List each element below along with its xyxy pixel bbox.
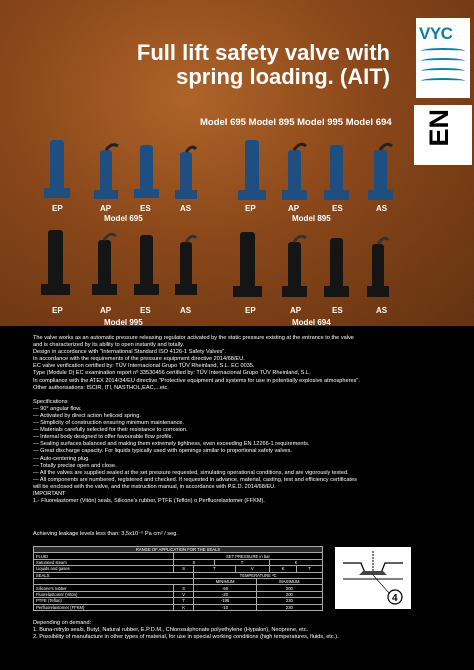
spec-item: — All the valves are supplied sealed at the set pressure requested, simulating operational conditions, and are vigorously tested.: [33, 469, 349, 476]
table-row: Perfluorelastomer (FFKM) K -10 230: [34, 604, 323, 610]
spec-item: — Activated by direct action helicoid spring.: [33, 412, 141, 419]
important-title: IMPORTANT: [33, 490, 66, 497]
valve-as-895: [368, 144, 393, 200]
valve-es-995: [134, 235, 159, 295]
description: [33, 335, 443, 505]
spec-item: — Materials carefully selected for their resistance to corrosion.: [33, 427, 188, 434]
language-code: EN: [424, 109, 454, 147]
code-cell: T: [296, 566, 322, 572]
min-label: MINIMUM: [194, 578, 256, 584]
important-text: 1.- Fluorelastomer (Vitón) seals, Silicone's rubber, PTFE (Teflón) o Perfluorelastomer (FFKM).: [33, 498, 265, 505]
label-es: ES: [140, 204, 151, 213]
intro-line: Type (Module D) EC examination report nº 33530456 certified by: TÜV Internacional Grupo TÜV Rheinland, S.L.: [33, 370, 311, 377]
spec-item: — Sealing surfaces balanced and making them extremely tightness, even exceeding EN 12266-1 requirements.: [33, 441, 310, 448]
table-title: RANGE OF APPLICATION FOR THE SEALS: [34, 547, 323, 553]
label-es: ES: [332, 306, 343, 315]
code-cell: V: [235, 566, 270, 572]
valve-es-895: [324, 145, 349, 200]
code-cell: S: [173, 566, 193, 572]
spec-item: — Internal body designed to offer favourable flow profile.: [33, 434, 174, 441]
valve-ep-694: [233, 232, 262, 297]
page-title-line1: Full lift safety valve with: [136, 40, 390, 65]
logo-text: VYC: [419, 24, 453, 43]
table-row: PTFE (Teflon) T -196 230: [34, 598, 323, 604]
table-row: Silicone's rubber S -50 200: [34, 585, 323, 591]
fluid-steam: Saturated steam: [34, 559, 174, 565]
code-cell: T: [214, 559, 269, 565]
seals-table: [33, 546, 323, 611]
label-ap: AP: [290, 306, 302, 315]
footer-line: 2. Possibility of manufacture in other types of material, for use in special working conditions (high temperatures, fluids, etc.).: [33, 634, 339, 641]
code-cell: K: [270, 566, 297, 572]
model-label: Model 694: [292, 318, 331, 327]
intro-line: EC valve verification certified by: TÜV Internacional Grupo TÜV Rheinland, S.L. EC 0035.: [33, 363, 255, 370]
intro-line: and is characterized by its ability to open instantly and totally.: [33, 342, 185, 349]
specs-title: Specifications: [33, 398, 68, 405]
fluid-liquids: Liquids and gases: [34, 566, 174, 572]
valve-ap-694: [282, 236, 307, 297]
intro-line: Design in accordance with "International Standard ISO 4126-1 Safety Valves".: [33, 349, 226, 356]
valve-as-995: [175, 236, 197, 295]
spec-item: — Simplicity of construction ensuring minimum maintenance.: [33, 420, 185, 427]
valve-ep-995: [41, 230, 70, 295]
label-as: AS: [376, 306, 388, 315]
label-ep: EP: [245, 204, 256, 213]
label-es: ES: [332, 204, 343, 213]
valve-ap-895: [282, 144, 307, 200]
spec-item: — Auto-centering plug.: [33, 455, 90, 462]
set-pressure-label: SET PRESSURE in bar: [173, 553, 322, 559]
models-line: Model 695 Model 895 Model 995 Model 694: [200, 117, 392, 128]
seals-label: SEALS: [34, 572, 194, 578]
intro-line: In accordance with the requirements of the pressure equipment directive 2014/68/EU.: [33, 356, 245, 363]
valve-ap-695: [94, 145, 118, 199]
temperature-label: TEMPERATURE ºC: [194, 572, 323, 578]
spec-item: — 90° angular flow.: [33, 405, 82, 412]
valve-ap-995: [92, 234, 117, 295]
specs-list: [33, 406, 443, 491]
code-cell: T: [194, 566, 235, 572]
label-ep: EP: [245, 306, 256, 315]
code-cell: K: [270, 559, 323, 565]
footer-line: 1. Buna-nitrylo seals, Butyl, Natural rubber, E.P.D.M., Chlorosulphonate polyethylene (Hypalon), Neoprene, etc.: [33, 627, 309, 634]
intro-line: The valve works as an automatic pressure releasing regulator activated by the static pressure existing at the entrance to the valve: [33, 335, 354, 341]
valve-as-694: [367, 238, 389, 297]
valve-photos: [0, 0, 474, 326]
label-as: AS: [180, 306, 192, 315]
intro-line: In compliance with the ATEX 2014/34/EU directive "Protective equipment and systems for use in potentially explosive atmospheres".: [33, 377, 360, 384]
label-as: AS: [376, 204, 388, 213]
label-ep: EP: [52, 306, 63, 315]
label-ap: AP: [288, 204, 300, 213]
page-title-line2: spring loading. (AIT): [176, 64, 390, 89]
spec-item: — All components are numbered, registered and checked. If requested in advance, material, casting, test and efficiency certificates: [33, 476, 357, 483]
model-label: Model 695: [104, 214, 143, 223]
label-ep: EP: [52, 204, 63, 213]
spec-item: will be enclosed with the valve, and the instruction manual, in accordance with P.E.D. 2014/68/EU.: [33, 483, 276, 490]
callout-number: 4: [392, 593, 398, 604]
label-es: ES: [140, 306, 151, 315]
seal-diagram: [333, 545, 413, 611]
label-ap: AP: [100, 204, 112, 213]
valve-ep-895: [238, 140, 266, 200]
label-as: AS: [180, 204, 192, 213]
code-cell: S: [173, 559, 214, 565]
fluid-label: FLUID: [34, 553, 174, 559]
valve-es-695: [134, 145, 159, 198]
valve-es-694: [324, 238, 349, 297]
spec-item: — Totally precise open and close.: [33, 462, 117, 469]
model-label: Model 995: [104, 318, 143, 327]
valve-as-695: [175, 147, 197, 199]
leakage-note: Achieving leakage levels less than: 3,5x10⁻⁵ Pa cm³ / seg.: [33, 531, 178, 537]
spec-item: — Great discharge capacity. For liquids typically used with openings similar to proportional safety valves.: [33, 448, 292, 455]
intro-line: Other authorisations: ISCIR, ITI, NASTHOL,EAC,...etc.: [33, 384, 169, 391]
valve-ep-695: [44, 140, 70, 198]
footer-title: Depending on demand:: [33, 620, 92, 626]
model-label: Model 895: [292, 214, 331, 223]
seals-table-wrap: [33, 546, 323, 611]
table-row: Fluorelastomer (Viton) V -20 200: [34, 591, 323, 597]
label-ap: AP: [100, 306, 112, 315]
max-label: MAXIMUM: [256, 578, 322, 584]
footer-notes: [33, 620, 453, 641]
